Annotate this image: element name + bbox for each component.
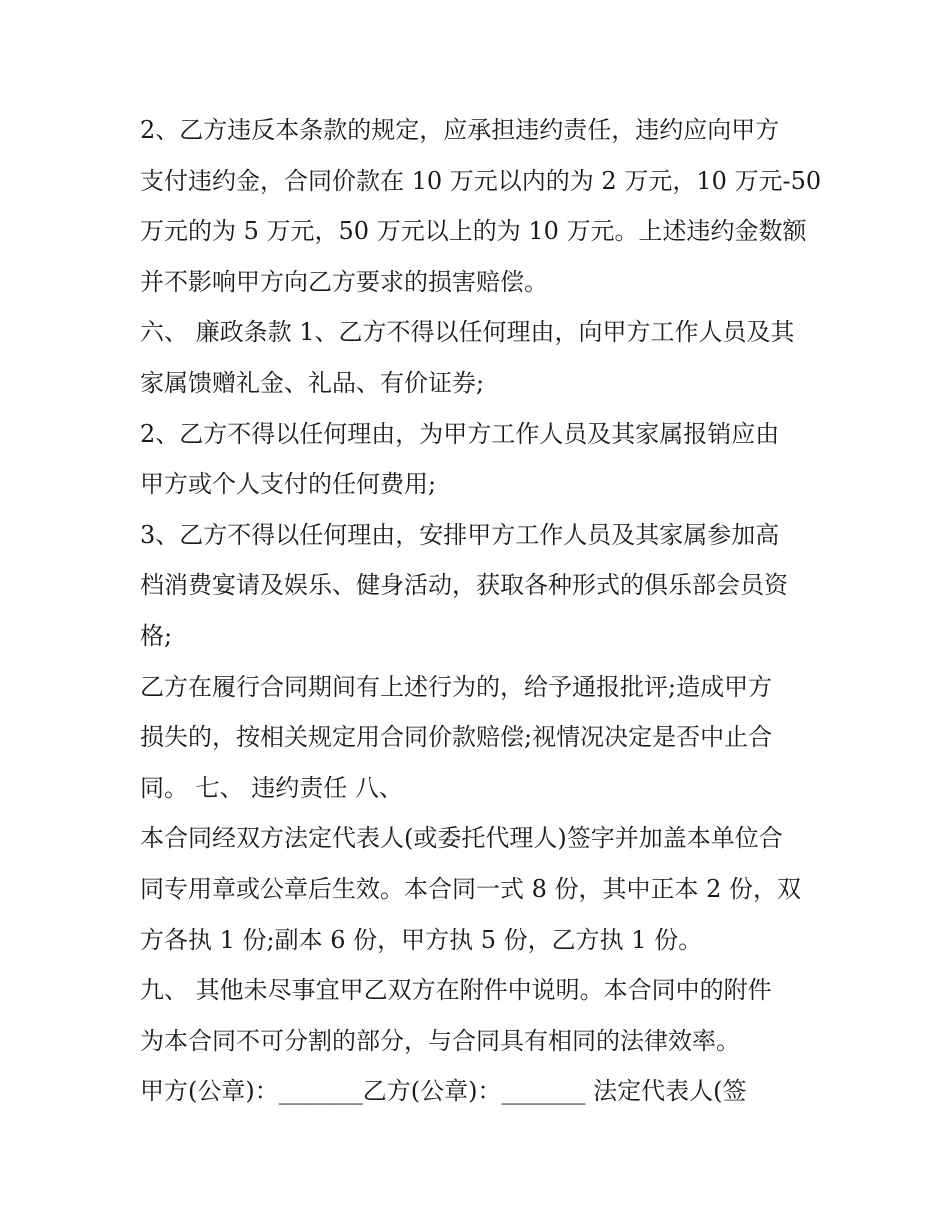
text-line: 支付违约金，合同价款在 10 万元以内的为 2 万元，10 万元-50 xyxy=(140,167,822,195)
text-line: 损失的，按相关规定用合同价款赔偿;视情况决定是否中止合 xyxy=(140,723,773,751)
text-line: 甲方或个人支付的任何费用; xyxy=(140,470,437,498)
text-line: 同。 七、 违约责任 八、 xyxy=(140,774,403,802)
text-line: 2、乙方不得以任何理由，为甲方工作人员及其家属报销应由 xyxy=(140,420,780,448)
text-line: 格; xyxy=(140,622,173,650)
text-line: 万元的为 5 万元，50 万元以上的为 10 万元。上述违约金数额 xyxy=(140,217,807,245)
text-line: 为本合同不可分割的部分，与合同具有相同的法律效率。 xyxy=(140,1027,740,1055)
text-line: 档消费宴请及娱乐、健身活动，获取各种形式的俱乐部会员资 xyxy=(140,571,788,599)
text-line: 甲方(公章)：_______乙方(公章)：_______ 法定代表人(签 xyxy=(140,1077,747,1105)
text-line: 本合同经双方法定代表人(或委托代理人)签字并加盖本单位合 xyxy=(140,824,783,852)
text-line: 2、乙方违反本条款的规定，应承担违约责任，违约应向甲方 xyxy=(140,116,780,144)
text-line: 并不影响甲方向乙方要求的损害赔偿。 xyxy=(140,268,548,296)
text-line: 3、乙方不得以任何理由，安排甲方工作人员及其家属参加高 xyxy=(140,521,780,549)
text-line: 乙方在履行合同期间有上述行为的，给予通报批评;造成甲方 xyxy=(140,673,773,701)
text-line: 六、 廉政条款 1、乙方不得以任何理由，向甲方工作人员及其 xyxy=(140,318,795,346)
text-line: 方各执 1 份;副本 6 份，甲方执 5 份，乙方执 1 份。 xyxy=(140,926,703,954)
text-line: 九、 其他未尽事宜甲乙双方在附件中说明。本合同中的附件 xyxy=(140,976,772,1004)
text-line: 同专用章或公章后生效。本合同一式 8 份，其中正本 2 份，双 xyxy=(140,875,802,903)
text-line: 家属馈赠礼金、礼品、有价证券; xyxy=(140,369,485,397)
